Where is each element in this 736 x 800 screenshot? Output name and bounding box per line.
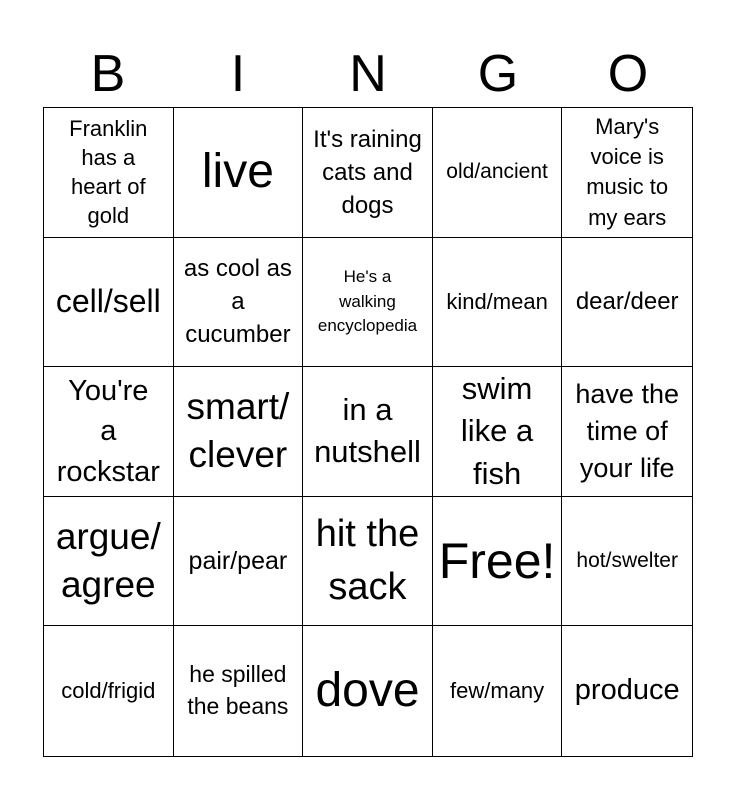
header-letter-b: B (90, 45, 126, 103)
bingo-cell-4-4 (433, 497, 563, 627)
bingo-cell-2-2[interactable] (174, 238, 304, 368)
cell-text: He's a walking encyclopedia (317, 266, 418, 336)
cell-text: cell/sell (55, 283, 161, 320)
cell-text: cold/frigid (61, 678, 156, 704)
bingo-cell-2-1[interactable] (44, 238, 174, 368)
bingo-cell-5-3[interactable] (303, 626, 433, 756)
cell-text: in a nutshell (314, 391, 421, 470)
cell-text: dove (315, 664, 420, 718)
bingo-cell-1-3[interactable] (303, 108, 433, 238)
bingo-cell-2-5[interactable] (562, 238, 692, 368)
bingo-cell-3-1[interactable] (44, 367, 174, 497)
bingo-cell-5-4[interactable] (433, 626, 563, 756)
bingo-cell-1-4[interactable] (433, 108, 563, 238)
bingo-cell-2-3[interactable] (303, 238, 433, 368)
cell-text: live (201, 145, 274, 199)
cell-text: produce (574, 674, 680, 707)
header-letter-i: I (230, 45, 246, 103)
bingo-header (43, 40, 693, 108)
cell-text: Mary's voice is music to my ears (586, 113, 669, 230)
bingo-cell-4-1[interactable] (44, 497, 174, 627)
bingo-cell-5-2[interactable] (174, 626, 304, 756)
cell-text: hit the sack (315, 512, 420, 609)
cell-text: have the time of your life (575, 378, 679, 484)
cell-text: few/many (450, 678, 545, 704)
cell-text: dear/deer (575, 287, 679, 315)
header-letter-o: O (607, 45, 649, 103)
bingo-cell-3-4[interactable] (433, 367, 563, 497)
header-letter-n: N (349, 45, 387, 103)
cell-text: Franklin has a heart of gold (69, 116, 148, 229)
bingo-cell-3-5[interactable] (562, 367, 692, 497)
cell-text: kind/mean (446, 289, 548, 315)
bingo-cell-1-5[interactable] (562, 108, 692, 238)
cell-text: he spilled the beans (187, 661, 289, 720)
header-letter-g: G (477, 45, 519, 103)
bingo-cell-3-3[interactable] (303, 367, 433, 497)
bingo-cell-1-2[interactable] (174, 108, 304, 238)
bingo-board (43, 107, 693, 757)
bingo-cell-3-2[interactable] (174, 367, 304, 497)
bingo-cell-5-1[interactable] (44, 626, 174, 756)
free-space: Free! (438, 533, 556, 590)
bingo-cell-1-1[interactable] (44, 108, 174, 238)
bingo-cell-4-5[interactable] (562, 497, 692, 627)
cell-text: It's raining cats and dogs (313, 125, 422, 219)
cell-text: as cool as a cucumber (183, 255, 292, 349)
bingo-cell-4-2[interactable] (174, 497, 304, 627)
cell-text: swim like a fish (460, 371, 534, 491)
bingo-cell-5-5[interactable] (562, 626, 692, 756)
cell-text: old/ancient (446, 160, 548, 184)
cell-text: You're a rockstar (56, 375, 160, 488)
cell-text: argue/ agree (55, 516, 161, 606)
bingo-cell-4-3[interactable] (303, 497, 433, 627)
bingo-cell-2-4[interactable] (433, 238, 563, 368)
cell-text: pair/pear (188, 546, 288, 575)
cell-text: smart/ clever (186, 386, 290, 476)
cell-text: hot/swelter (576, 548, 678, 572)
